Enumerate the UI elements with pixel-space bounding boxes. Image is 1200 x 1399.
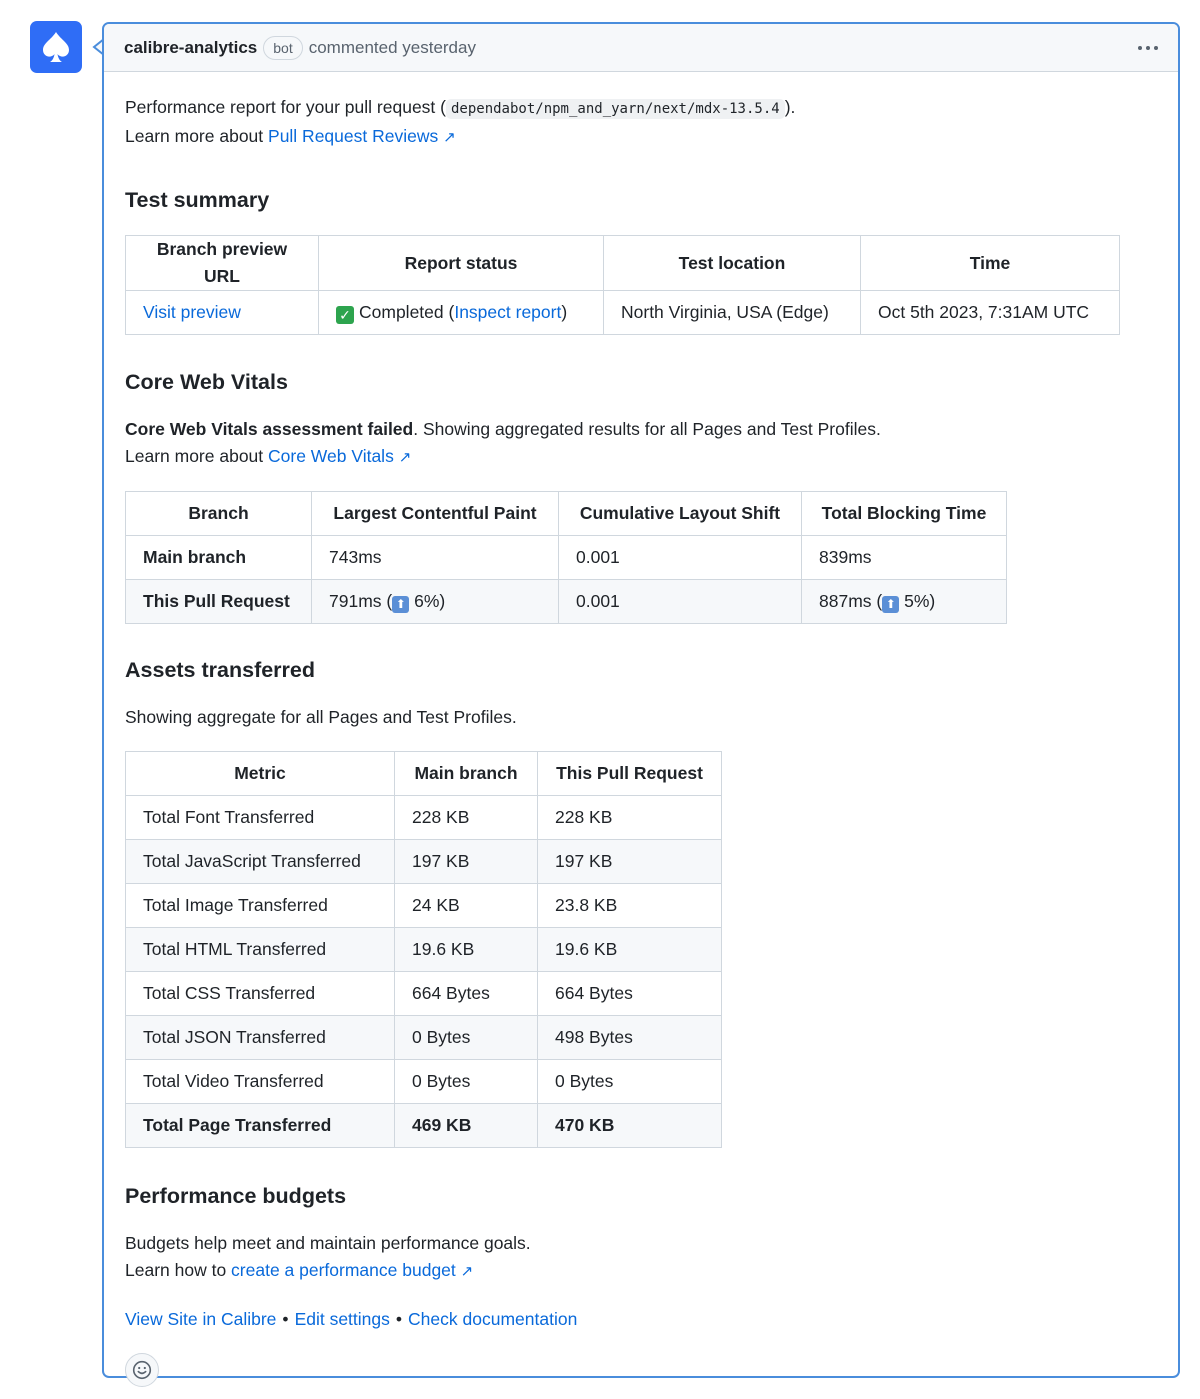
header-cell: Metric xyxy=(126,752,395,796)
tbt-change: 5%) xyxy=(904,591,936,611)
pr-cell: 470 KB xyxy=(538,1104,722,1148)
view-site-link[interactable]: View Site in Calibre xyxy=(125,1309,277,1329)
link-text: Core Web Vitals xyxy=(268,446,394,466)
spade-icon xyxy=(41,30,71,64)
table-row xyxy=(126,536,1007,580)
pull-request-reviews-link[interactable] xyxy=(268,126,456,146)
assets-title: Assets transferred xyxy=(125,658,316,682)
table-row xyxy=(126,972,722,1016)
pr-cell: 228 KB xyxy=(538,796,722,840)
author-link[interactable]: calibre-analytics xyxy=(124,37,258,57)
avatar[interactable] xyxy=(30,21,82,73)
main-cell: 228 KB xyxy=(395,796,538,840)
pr-cell: 0 Bytes xyxy=(538,1060,722,1104)
metric-cell: Total JavaScript Transferred xyxy=(126,840,395,884)
intro-prefix: Performance report for your pull request ( xyxy=(125,97,446,117)
header-cell: Total Blocking Time xyxy=(802,492,1007,536)
main-cell: 24 KB xyxy=(395,884,538,928)
cwv-assessment xyxy=(125,416,1178,443)
main-cell: 469 KB xyxy=(395,1104,538,1148)
table-row xyxy=(126,580,1007,624)
header-cell: This Pull Request xyxy=(538,752,722,796)
comment-body xyxy=(104,72,1178,1387)
table-row xyxy=(126,291,1120,335)
visit-preview-link[interactable]: Visit preview xyxy=(143,302,241,322)
header-cell: Largest Contentful Paint xyxy=(312,492,559,536)
smiley-icon xyxy=(132,1360,152,1380)
core-web-vitals-title: Core Web Vitals xyxy=(125,370,288,394)
main-cell: 0 Bytes xyxy=(395,1016,538,1060)
branch-label: This Pull Request xyxy=(126,580,312,624)
pr-cell: 664 Bytes xyxy=(538,972,722,1016)
branch-code: dependabot/npm_and_yarn/next/mdx-13.5.4 xyxy=(446,99,785,119)
kebab-horizontal-icon[interactable] xyxy=(1132,38,1164,58)
cls-value: 0.001 xyxy=(559,536,802,580)
metric-cell: Total Image Transferred xyxy=(126,884,395,928)
metric-cell: Total CSS Transferred xyxy=(126,972,395,1016)
lcp-number: 791ms ( xyxy=(329,591,393,611)
table-header-row xyxy=(126,236,1120,291)
lcp-change: 6%) xyxy=(414,591,446,611)
external-link-icon: ↗ xyxy=(460,1263,474,1280)
external-link-icon: ↗ xyxy=(443,129,456,146)
lcp-value xyxy=(312,580,559,624)
bot-badge: bot xyxy=(263,36,302,60)
lcp-value: 743ms xyxy=(312,536,559,580)
learn-prefix: Learn how to xyxy=(125,1260,232,1280)
header-cell: Test location xyxy=(604,236,861,291)
cls-value: 0.001 xyxy=(559,580,802,624)
add-reaction-button[interactable] xyxy=(125,1353,159,1387)
comment-box xyxy=(102,22,1180,1378)
preview-cell xyxy=(126,291,319,335)
table-row xyxy=(126,928,722,972)
comment-timestamp[interactable]: commented yesterday xyxy=(308,37,476,57)
metric-cell: Total Font Transferred xyxy=(126,796,395,840)
core-web-vitals-table xyxy=(125,491,1007,624)
main-cell: 0 Bytes xyxy=(395,1060,538,1104)
main-cell: 19.6 KB xyxy=(395,928,538,972)
separator: • xyxy=(282,1309,289,1329)
intro-line-1 xyxy=(125,94,1178,123)
location-cell: North Virginia, USA (Edge) xyxy=(604,291,861,335)
budgets-title: Performance budgets xyxy=(125,1184,347,1208)
header-cell: Time xyxy=(861,236,1120,291)
inspect-report-link[interactable]: Inspect report xyxy=(454,302,562,322)
status-close: ) xyxy=(561,302,568,322)
status-cell xyxy=(319,291,604,335)
separator: • xyxy=(395,1309,403,1329)
learn-prefix: Learn more about xyxy=(125,126,269,146)
pr-cell: 498 Bytes xyxy=(538,1016,722,1060)
main-cell: 197 KB xyxy=(395,840,538,884)
test-summary-table xyxy=(125,235,1120,335)
assessment-bold: Core Web Vitals assessment failed xyxy=(125,419,414,439)
table-row xyxy=(126,884,722,928)
check-icon: ✓ xyxy=(336,306,354,324)
comment-header xyxy=(104,24,1178,72)
tbt-number: 887ms ( xyxy=(819,591,883,611)
pr-cell: 19.6 KB xyxy=(538,928,722,972)
header-cell: Branch preview URL xyxy=(126,236,319,291)
metric-cell: Total Page Transferred xyxy=(126,1104,395,1148)
learn-prefix: Learn more about xyxy=(125,446,269,466)
cwv-learn-more xyxy=(125,443,1178,471)
metric-cell: Total HTML Transferred xyxy=(126,928,395,972)
assessment-rest: . Showing aggregated results for all Pages and Test Profiles. xyxy=(413,419,881,439)
budgets-line-1: Budgets help meet and maintain performance goals. xyxy=(125,1233,531,1253)
pr-cell: 197 KB xyxy=(538,840,722,884)
branch-label: Main branch xyxy=(126,536,312,580)
status-text: Completed ( xyxy=(359,302,455,322)
table-row xyxy=(126,1060,722,1104)
table-row-total xyxy=(126,1104,722,1148)
budgets-line-2 xyxy=(125,1257,1178,1285)
check-documentation-link[interactable]: Check documentation xyxy=(408,1309,578,1329)
footer-links xyxy=(125,1306,1178,1333)
main-cell: 664 Bytes xyxy=(395,972,538,1016)
table-row xyxy=(126,840,722,884)
assets-description: Showing aggregate for all Pages and Test Profiles. xyxy=(125,707,517,727)
tbt-value xyxy=(802,580,1007,624)
header-cell: Cumulative Layout Shift xyxy=(559,492,802,536)
assets-table xyxy=(125,751,722,1148)
table-header-row xyxy=(126,492,1007,536)
intro-suffix: ). xyxy=(784,97,796,117)
link-text: create a performance budget xyxy=(231,1260,456,1280)
external-link-icon: ↗ xyxy=(398,449,412,466)
pr-cell: 23.8 KB xyxy=(538,884,722,928)
arrow-up-icon: ⬆ xyxy=(882,596,899,613)
edit-settings-link[interactable]: Edit settings xyxy=(294,1309,390,1329)
create-budget-link[interactable] xyxy=(231,1260,473,1280)
header-cell: Main branch xyxy=(395,752,538,796)
arrow-up-icon: ⬆ xyxy=(392,596,409,613)
time-cell: Oct 5th 2023, 7:31AM UTC xyxy=(861,291,1120,335)
core-web-vitals-link[interactable] xyxy=(268,446,411,466)
header-cell: Branch xyxy=(126,492,312,536)
table-row xyxy=(126,796,722,840)
metric-cell: Total JSON Transferred xyxy=(126,1016,395,1060)
header-cell: Report status xyxy=(319,236,604,291)
intro-line-2 xyxy=(125,123,1178,151)
table-header-row xyxy=(126,752,722,796)
table-row xyxy=(126,1016,722,1060)
metric-cell: Total Video Transferred xyxy=(126,1060,395,1104)
test-summary-title: Test summary xyxy=(125,188,270,212)
tbt-value: 839ms xyxy=(802,536,1007,580)
link-text: Pull Request Reviews xyxy=(268,126,439,146)
